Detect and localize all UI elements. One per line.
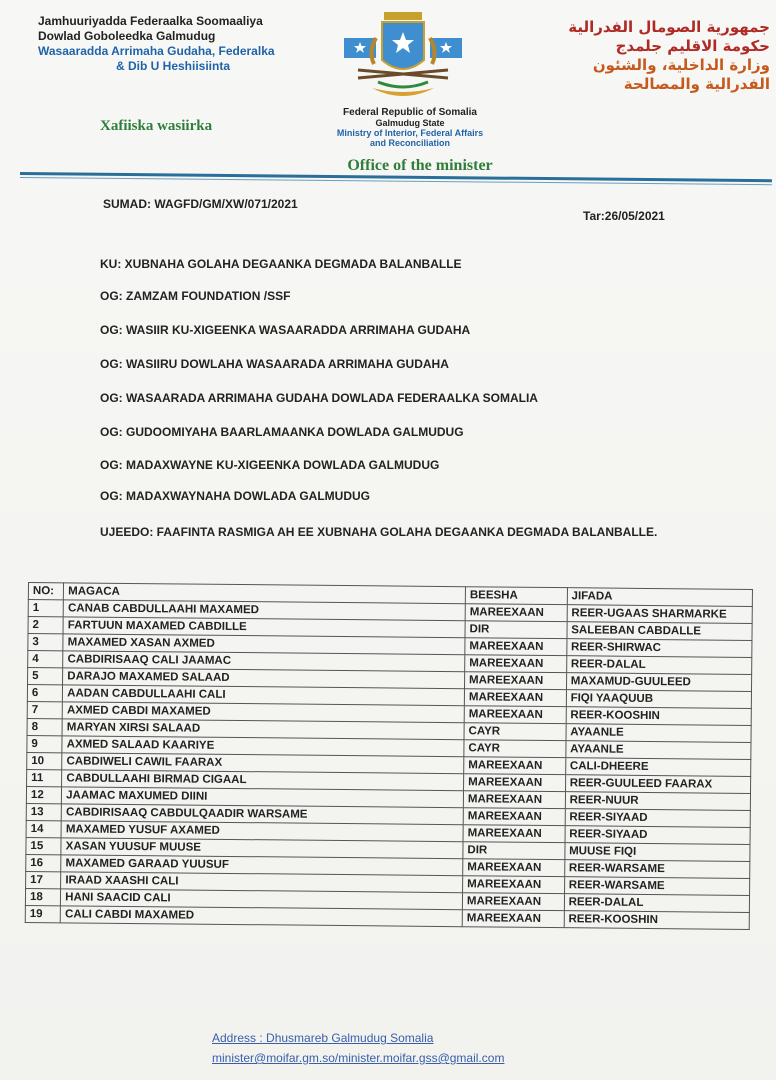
member-name: AADAN CABDULLAAHI CALI (63, 685, 465, 706)
header-right-line3: وزارة الداخلية، والشئون (592, 56, 770, 74)
member-name: AXMED SALAAD KAARIYE (62, 736, 464, 757)
member-beesha: MAREEXAAN (463, 808, 565, 826)
header-center-line1: Federal Republic of Somalia (343, 107, 477, 118)
row-number: 11 (27, 769, 62, 786)
row-number: 4 (28, 651, 63, 668)
member-name: MAXAMED GARAAD YUUSUF (61, 855, 463, 876)
member-jifada: REER-GUULEED FAARAX (565, 775, 750, 794)
member-name: MARYAN XIRSI SALAAD (62, 719, 464, 740)
member-jifada: REER-DALAL (566, 656, 751, 675)
row-number: 10 (27, 752, 62, 769)
row-number: 6 (27, 685, 62, 702)
member-jifada: AYAANLE (566, 741, 751, 760)
member-name: MAXAMED XASAN AXMED (63, 634, 465, 655)
column-header-no: NO: (28, 583, 63, 600)
subject-line: UJEEDO: FAAFINTA RASMIGA AH EE XUBNAHA GOLAHA DEGAANKA DEGMADA BALANBALLE. (100, 525, 658, 539)
office-title-english: Office of the minister (347, 157, 493, 174)
member-beesha: MAREEXAAN (462, 893, 564, 911)
member-beesha: CAYR (464, 723, 566, 741)
member-name: CABDIRISAAQ CALI JAAMAC (63, 651, 465, 672)
member-jifada: SALEEBAN CABDALLE (567, 622, 752, 641)
member-jifada: REER-SIYAAD (565, 826, 750, 845)
cc-line: OG: MADAXWAYNE KU-XIGEENKA DOWLADA GALMUDUG (100, 458, 440, 472)
header-left-line4: & Dib U Heshiisiinta (116, 59, 231, 73)
member-jifada: REER-WARSAME (564, 877, 749, 896)
header-left-line1: Jamhuuriyadda Federaalka Soomaaliya (38, 14, 263, 28)
header-center-line4: and Reconciliation (369, 138, 450, 148)
cc-line: OG: WASIIRU DOWLAHA WASAARADA ARRIMAHA GUDAHA (100, 357, 449, 371)
member-beesha: MAREEXAAN (463, 859, 565, 877)
member-name: JAAMAC MAXUMED DIINI (62, 787, 464, 808)
row-number: 2 (28, 617, 63, 634)
cc-line: OG: WASIIR KU-XIGEENKA WASAARADDA ARRIMAHA GUDAHA (100, 323, 471, 337)
row-number: 1 (28, 600, 63, 617)
row-number: 17 (26, 871, 61, 888)
column-header-jifada: JIFADA (567, 588, 752, 607)
reference-number: SUMAD: WAGFD/GM/XW/071/2021 (103, 197, 298, 211)
member-beesha: MAREEXAAN (464, 689, 566, 707)
cc-line: OG: WASAARADA ARRIMAHA GUDAHA DOWLADA FEDERAALKA SOMALIA (100, 391, 538, 405)
member-beesha: DIR (463, 842, 565, 860)
row-number: 7 (27, 701, 62, 718)
cc-line: OG: MADAXWAYNAHA DOWLADA GALMUDUG (100, 489, 370, 503)
member-beesha: MAREEXAAN (464, 672, 566, 690)
column-header-name: MAGACA (64, 583, 466, 604)
header-left-line2: Dowlad Goboleedka Galmudug (38, 29, 216, 43)
member-beesha: MAREEXAAN (465, 655, 567, 673)
member-name: XASAN YUUSUF MUUSE (61, 838, 463, 859)
member-name: DARAJO MAXAMED SALAAD (63, 668, 465, 689)
member-beesha: DIR (465, 621, 567, 639)
recipient-line: KU: XUBNAHA GOLAHA DEGAANKA DEGMADA BALANBALLE (100, 257, 462, 271)
member-name: IRAAD XAASHI CALI (61, 872, 463, 893)
header-right-line2: حكومة الاقليم جلمدج (615, 37, 770, 55)
row-number: 9 (27, 735, 62, 752)
member-name: CANAB CABDULLAAHI MAXAMED (63, 600, 465, 621)
office-title-somali: Xafiiska wasiirka (100, 118, 213, 134)
member-jifada: REER-KOOSHIN (566, 707, 751, 726)
members-table (25, 582, 753, 930)
member-jifada: REER-KOOSHIN (564, 911, 749, 930)
member-jifada: CALI-DHEERE (565, 758, 750, 777)
footer-email[interactable]: minister@moifar.gm.so/minister.moifar.gss@gmail.com (212, 1051, 505, 1065)
header-right-line4: الفدرالية والمصالحة (623, 75, 770, 93)
member-beesha: MAREEXAAN (464, 757, 566, 775)
member-beesha: MAREEXAAN (462, 910, 564, 928)
row-number: 14 (26, 820, 61, 837)
member-jifada: REER-SIYAAD (565, 809, 750, 828)
row-number: 13 (26, 803, 61, 820)
cc-line: OG: ZAMZAM FOUNDATION /SSF (100, 289, 291, 303)
footer-address: Address : Dhusmareb Galmudug Somalia (212, 1031, 434, 1045)
row-number: 18 (25, 888, 60, 905)
member-name: FARTUUN MAXAMED CABDILLE (63, 617, 465, 638)
member-beesha: MAREEXAAN (464, 706, 566, 724)
header-center-line2: Galmudug State (375, 118, 445, 128)
header-center-line3: Ministry of Interior, Federal Affairs (336, 128, 484, 138)
column-header-beesha: BEESHA (465, 587, 567, 605)
member-beesha: MAREEXAAN (465, 604, 567, 622)
member-beesha: MAREEXAAN (463, 876, 565, 894)
member-name: HANI SAACID CALI (61, 889, 463, 910)
member-beesha: MAREEXAAN (463, 791, 565, 809)
member-jifada: FIQI YAAQUUB (566, 690, 751, 709)
row-number: 3 (28, 634, 63, 651)
member-beesha: MAREEXAAN (465, 638, 567, 656)
member-name: CABDIRISAAQ CABDULQAADIR WARSAME (61, 804, 463, 825)
member-jifada: MAXAMUD-GUULEED (566, 673, 751, 692)
header-left-line3: Wasaaradda Arrimaha Gudaha, Federalka (38, 44, 275, 58)
cc-line: OG: GUDOOMIYAHA BAARLAMAANKA DOWLADA GALMUDUG (100, 425, 464, 439)
row-number: 5 (28, 668, 63, 685)
member-jifada: REER-UGAAS SHARMARKE (567, 605, 752, 624)
row-number: 8 (27, 718, 62, 735)
letter-date: Tar:26/05/2021 (583, 209, 665, 223)
member-jifada: REER-SHIRWAC (567, 639, 752, 658)
member-name: CABDIWELI CAWIL FAARAX (62, 753, 464, 774)
member-name: MAXAMED YUSUF AXAMED (61, 821, 463, 842)
member-jifada: REER-NUUR (565, 792, 750, 811)
member-beesha: CAYR (464, 740, 566, 758)
row-number: 19 (25, 905, 60, 922)
member-jifada: REER-WARSAME (564, 860, 749, 879)
member-jifada: MUUSE FIQI (565, 843, 750, 862)
footer (212, 1028, 504, 1068)
row-number: 16 (26, 854, 61, 871)
member-beesha: MAREEXAAN (463, 825, 565, 843)
row-number: 15 (26, 837, 61, 854)
member-name: CALI CABDI MAXAMED (60, 906, 462, 927)
member-jifada: REER-DALAL (564, 894, 749, 913)
row-number: 12 (26, 786, 61, 803)
member-beesha: MAREEXAAN (464, 774, 566, 792)
member-name: CABDULLAAHI BIRMAD CIGAAL (62, 770, 464, 791)
header-right-line1: جمهورية الصومال الفدرالية (568, 18, 770, 36)
member-name: AXMED CABDI MAXAMED (62, 702, 464, 723)
member-jifada: AYAANLE (566, 724, 751, 743)
